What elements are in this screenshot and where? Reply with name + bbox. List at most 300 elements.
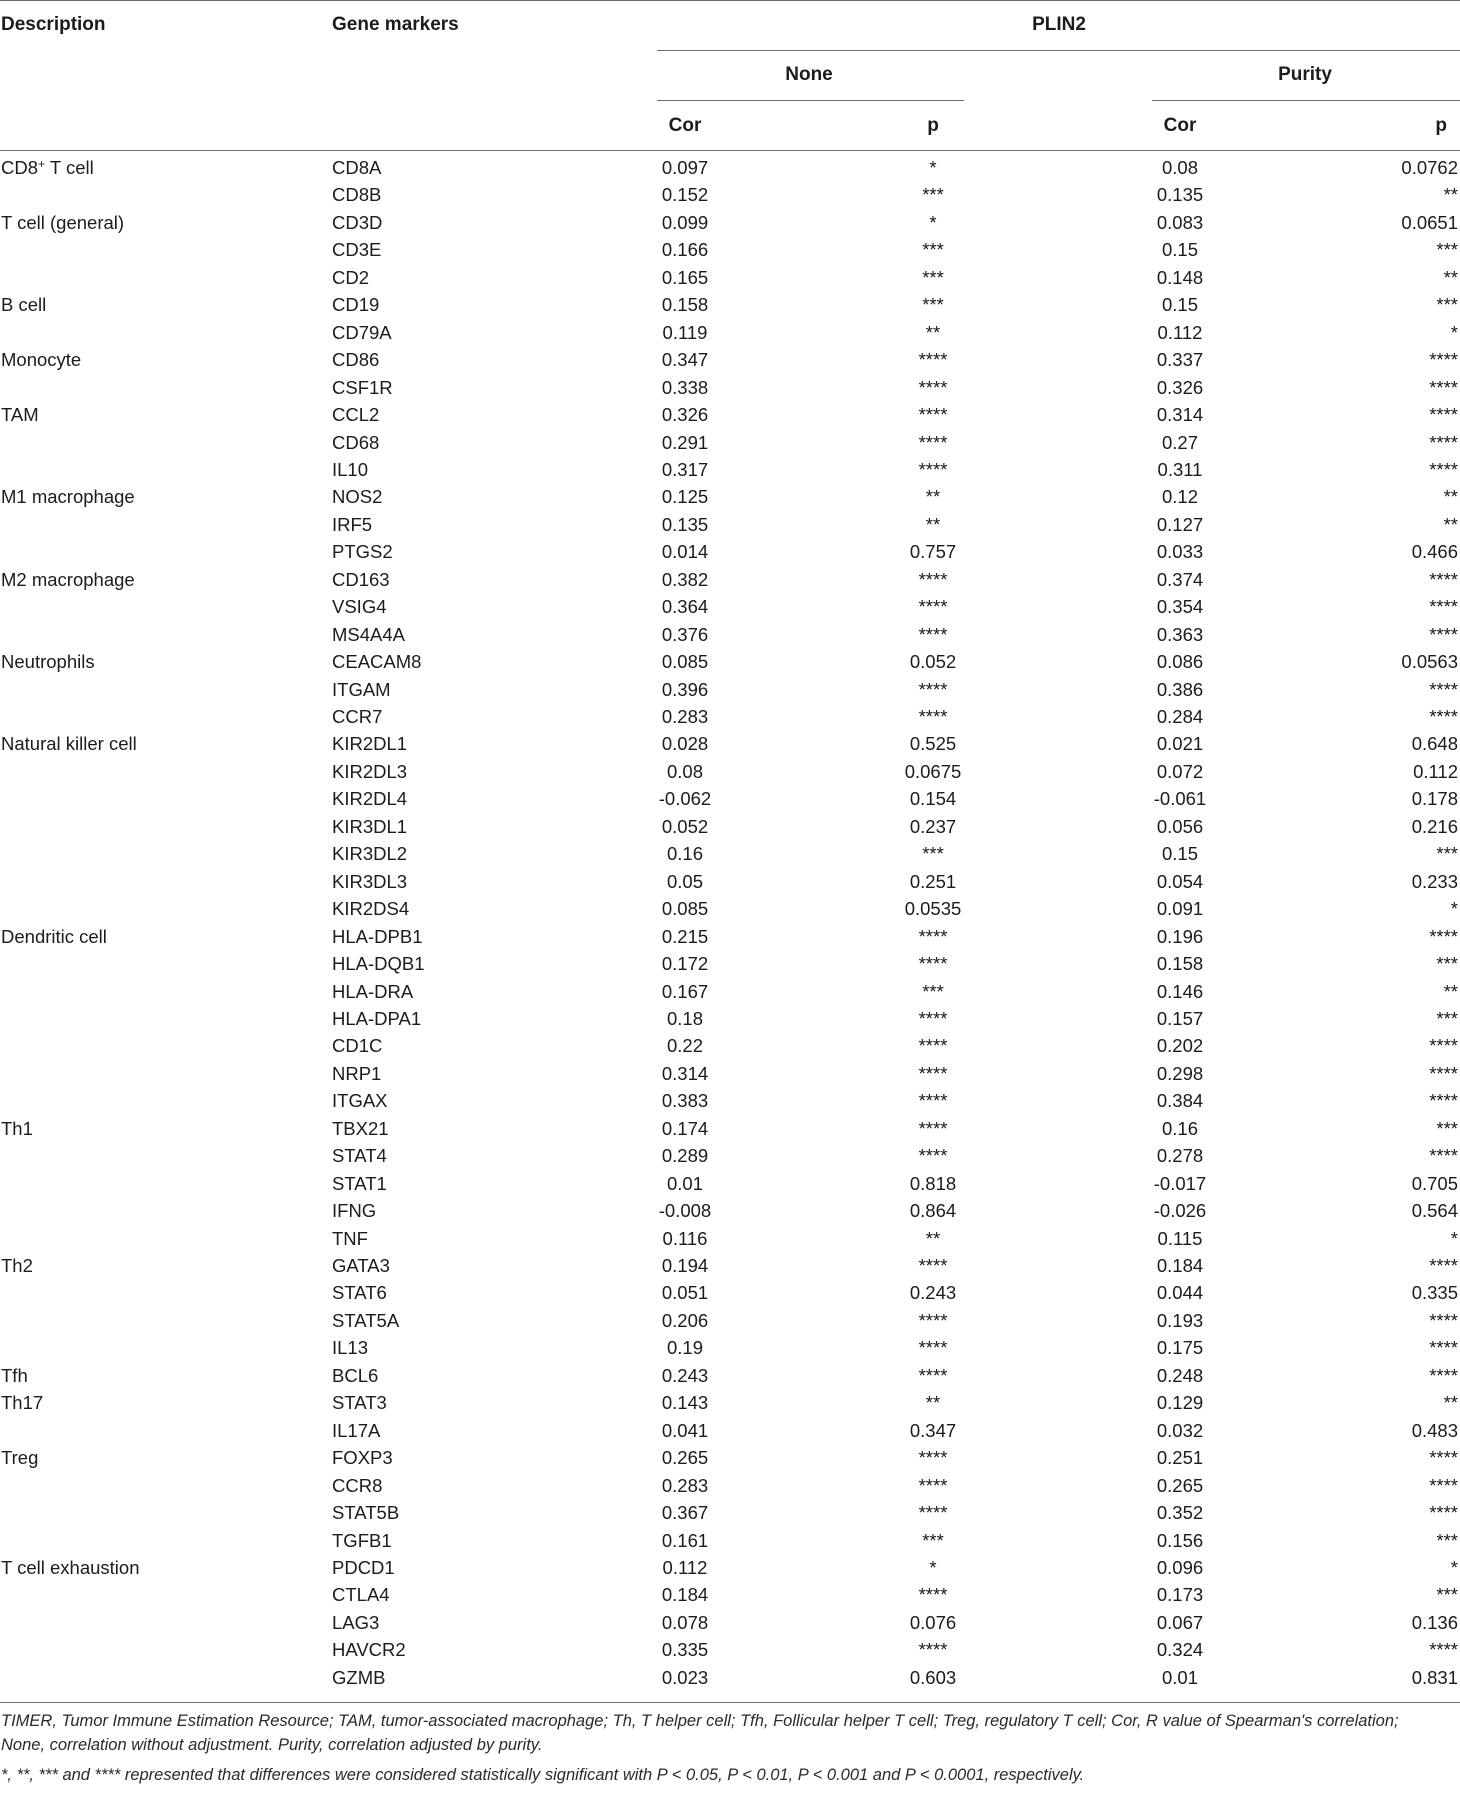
table-row (0, 539, 1460, 566)
cell-gene-marker: TNF (332, 1227, 368, 1249)
cell-none-p: **** (918, 1447, 948, 1469)
table-row (0, 979, 1460, 1006)
cell-purity-cor: 0.032 (1156, 1419, 1204, 1441)
none-underline (657, 100, 964, 101)
cell-gene-marker: HAVCR2 (332, 1639, 406, 1661)
cell-none-cor: 0.135 (661, 513, 709, 535)
cell-none-p: * (929, 157, 937, 178)
cell-purity-p: 0.112 (1413, 760, 1458, 782)
cell-none-p: *** (922, 266, 944, 288)
cell-gene-marker: BCL6 (332, 1364, 379, 1386)
cell-none-p: ** (925, 1227, 941, 1249)
cell-purity-p: 0.0651 (1401, 211, 1458, 233)
description-text-rest: T cell (45, 157, 94, 178)
table-row (0, 1665, 1460, 1692)
cell-purity-p: * (1450, 321, 1458, 343)
cell-none-p: **** (918, 349, 948, 371)
cell-none-p: **** (918, 1502, 948, 1524)
table-row (0, 951, 1460, 978)
cell-purity-cor: 0.15 (1161, 843, 1199, 865)
cell-gene-marker: CTLA4 (332, 1584, 390, 1606)
cell-purity-p: **** (1429, 1364, 1458, 1386)
cell-description: M2 macrophage (1, 568, 135, 590)
cell-none-cor: 0.119 (662, 321, 708, 343)
cell-purity-cor: 0.27 (1161, 431, 1199, 453)
cell-gene-marker: CD86 (332, 349, 380, 371)
cell-purity-p: *** (1436, 1117, 1458, 1139)
table-row (0, 430, 1460, 457)
cell-none-p: 0.757 (909, 541, 957, 563)
cell-purity-cor: 0.135 (1156, 184, 1204, 206)
table-row (0, 265, 1460, 292)
cell-purity-cor: 0.384 (1156, 1090, 1204, 1112)
table-row (0, 869, 1460, 896)
cell-gene-marker: KIR2DS4 (332, 898, 410, 920)
header-purity-p: p (1435, 115, 1447, 136)
cell-none-p: ** (925, 321, 941, 343)
table-row (0, 731, 1460, 758)
table-row (0, 375, 1460, 402)
cell-none-cor: 0.396 (661, 678, 709, 700)
cell-gene-marker: NRP1 (332, 1062, 382, 1084)
cell-gene-marker: CD163 (332, 568, 390, 590)
cell-description: Natural killer cell (1, 733, 137, 755)
cell-purity-cor: 0.173 (1156, 1584, 1204, 1606)
cell-none-cor: 0.382 (661, 568, 709, 590)
cell-gene-marker: KIR2DL1 (332, 733, 408, 755)
cell-purity-cor: 0.248 (1156, 1364, 1204, 1386)
cell-none-p: *** (922, 1529, 944, 1551)
cell-purity-cor: -0.061 (1153, 788, 1207, 810)
cell-gene-marker: CCR8 (332, 1474, 383, 1496)
cell-purity-p: *** (1436, 953, 1458, 975)
cell-purity-cor: 0.091 (1156, 898, 1204, 920)
table-row (0, 1226, 1460, 1253)
cell-description: TAM (1, 404, 39, 426)
cell-purity-cor: 0.067 (1156, 1611, 1204, 1633)
table-row (0, 1088, 1460, 1115)
cell-none-cor: 0.085 (661, 898, 709, 920)
cell-purity-p: **** (1429, 925, 1458, 947)
cell-none-cor: 0.172 (661, 953, 709, 975)
cell-gene-marker: KIR3DL3 (332, 870, 408, 892)
cell-gene-marker: IRF5 (332, 513, 373, 535)
cell-purity-p: 0.648 (1411, 733, 1458, 755)
cell-none-p: *** (922, 239, 944, 261)
cell-none-p: 0.0535 (904, 898, 962, 920)
cell-purity-p: **** (1429, 1255, 1458, 1276)
table-row (0, 1445, 1460, 1472)
cell-purity-cor: 0.324 (1156, 1639, 1204, 1661)
body-bottom-rule (0, 1702, 1460, 1703)
cell-gene-marker: KIR2DL3 (332, 760, 408, 782)
cell-none-cor: 0.116 (662, 1227, 708, 1249)
cell-none-p: **** (918, 1364, 948, 1386)
cell-none-cor: 0.18 (666, 1007, 704, 1029)
cell-gene-marker: PDCD1 (332, 1556, 395, 1578)
cell-none-p: 0.818 (909, 1172, 957, 1194)
cell-none-p: *** (922, 184, 944, 206)
header-none: None (785, 64, 833, 85)
table-row (0, 677, 1460, 704)
cell-purity-p: ** (1443, 513, 1458, 535)
table-row (0, 1308, 1460, 1335)
cell-purity-p: 0.136 (1411, 1611, 1458, 1633)
cell-purity-cor: 0.16 (1161, 1117, 1199, 1139)
table-row (0, 320, 1460, 347)
table-row (0, 1610, 1460, 1637)
cell-none-cor: 0.194 (661, 1255, 709, 1276)
cell-purity-p: ** (1443, 184, 1458, 206)
cell-purity-p: ** (1443, 980, 1458, 1002)
cell-purity-p: **** (1429, 1309, 1458, 1331)
cell-description: Th2 (1, 1255, 33, 1276)
cell-purity-p: 0.335 (1411, 1282, 1458, 1304)
cell-none-p: **** (918, 1117, 948, 1139)
plin2-underline (657, 50, 1460, 51)
cell-gene-marker: IL17A (332, 1419, 381, 1441)
cell-description: Monocyte (1, 349, 82, 371)
cell-none-cor: 0.161 (661, 1529, 709, 1551)
cell-gene-marker: FOXP3 (332, 1447, 393, 1469)
cell-none-cor: 0.16 (666, 843, 704, 865)
cell-none-p: **** (918, 678, 948, 700)
cell-none-cor: -0.008 (658, 1200, 712, 1222)
cell-purity-cor: 0.374 (1156, 568, 1204, 590)
cell-none-cor: 0.291 (661, 431, 709, 453)
table-row (0, 1582, 1460, 1609)
description-text: CD8 (1, 157, 39, 178)
footnote-abbreviations: TIMER, Tumor Immune Estimation Resource; TAM, tumor-associated macrophage; Th, T helper cell; Tfh, Follicular helper T cell; Treg, regulatory T cell; Cor, R value of Spearman's correlation; None, correlation without adjustment. Purity, correlation adjusted by purity. (1, 1712, 1399, 1754)
cell-purity-cor: 0.148 (1156, 266, 1204, 288)
table-row (0, 237, 1460, 264)
cell-purity-cor: 0.056 (1156, 815, 1204, 837)
cell-none-cor: 0.052 (661, 815, 709, 837)
cell-none-cor: 0.289 (661, 1145, 709, 1167)
cell-gene-marker: CD8A (332, 157, 382, 178)
cell-purity-p: *** (1436, 1007, 1458, 1029)
cell-gene-marker: ITGAX (332, 1090, 388, 1112)
cell-none-cor: 0.283 (661, 1474, 709, 1496)
cell-purity-cor: 0.12 (1161, 486, 1199, 508)
cell-purity-p: 0.831 (1411, 1666, 1458, 1688)
cell-purity-cor: 0.354 (1156, 596, 1204, 618)
cell-none-p: 0.603 (909, 1666, 957, 1688)
cell-gene-marker: CD79A (332, 321, 392, 343)
table-row (0, 1253, 1460, 1280)
cell-purity-cor: 0.072 (1156, 760, 1204, 782)
cell-purity-p: 0.705 (1411, 1172, 1458, 1194)
cell-gene-marker: LAG3 (332, 1611, 380, 1633)
cell-purity-p: **** (1429, 376, 1458, 398)
cell-none-cor: 0.206 (661, 1309, 709, 1331)
cell-none-cor: 0.152 (661, 184, 709, 206)
cell-none-p: **** (918, 1337, 948, 1359)
cell-purity-p: *** (1436, 1529, 1458, 1551)
cell-gene-marker: CSF1R (332, 376, 393, 398)
cell-none-p: **** (918, 1035, 948, 1057)
cell-purity-p: **** (1429, 678, 1458, 700)
table-row (0, 1116, 1460, 1143)
table-row (0, 704, 1460, 731)
table-row (0, 814, 1460, 841)
cell-gene-marker: HLA-DPB1 (332, 925, 423, 947)
cell-none-cor: -0.062 (658, 788, 712, 810)
cell-none-p: **** (918, 1309, 948, 1331)
table-row (0, 594, 1460, 621)
cell-purity-p: 0.483 (1411, 1419, 1458, 1441)
cell-none-cor: 0.014 (661, 541, 709, 563)
cell-description (1, 157, 94, 179)
cell-none-cor: 0.184 (661, 1584, 709, 1606)
cell-none-cor: 0.265 (661, 1447, 709, 1469)
table-row (0, 1061, 1460, 1088)
cell-none-p: *** (922, 294, 944, 316)
cell-none-p: 0.154 (909, 788, 957, 810)
cell-purity-cor: 0.337 (1156, 349, 1204, 371)
cell-purity-cor: 0.054 (1156, 870, 1204, 892)
cell-purity-p: **** (1429, 1035, 1458, 1057)
cell-gene-marker: STAT5B (332, 1502, 400, 1524)
table-row (0, 1528, 1460, 1555)
cell-none-p: **** (918, 1145, 948, 1167)
cell-none-p: 0.076 (909, 1611, 957, 1633)
table-row (0, 1473, 1460, 1500)
cell-none-p: **** (918, 1255, 948, 1276)
cell-none-cor: 0.167 (661, 980, 709, 1002)
cell-none-p: 0.251 (909, 870, 957, 892)
cell-description: Tfh (1, 1364, 28, 1386)
cell-none-p: **** (918, 568, 948, 590)
cell-gene-marker: STAT4 (332, 1145, 387, 1167)
cell-gene-marker: KIR3DL1 (332, 815, 408, 837)
cell-none-cor: 0.215 (661, 925, 709, 947)
cell-none-cor: 0.22 (666, 1035, 704, 1057)
cell-purity-cor: 0.15 (1161, 294, 1199, 316)
cell-purity-cor: 0.184 (1156, 1255, 1204, 1276)
table-row (0, 457, 1460, 484)
cell-gene-marker: STAT3 (332, 1392, 387, 1414)
cell-purity-cor: 0.15 (1161, 239, 1199, 261)
cell-purity-p: **** (1429, 1447, 1458, 1469)
table-row (0, 1143, 1460, 1170)
header-description: Description (1, 14, 106, 35)
table-row (0, 512, 1460, 539)
cell-purity-cor: 0.146 (1156, 980, 1204, 1002)
cell-gene-marker: STAT5A (332, 1309, 400, 1331)
cell-none-cor: 0.314 (661, 1062, 709, 1084)
cell-none-cor: 0.01 (666, 1172, 704, 1194)
cell-purity-p: **** (1429, 404, 1458, 426)
cell-description: Dendritic cell (1, 925, 107, 947)
table-row (0, 1006, 1460, 1033)
cell-none-p: **** (918, 404, 948, 426)
cell-none-cor: 0.078 (661, 1611, 709, 1633)
table-row (0, 484, 1460, 511)
cell-purity-cor: 0.01 (1161, 1666, 1199, 1688)
cell-purity-p: 0.0563 (1401, 651, 1458, 673)
cell-none-p: **** (918, 1639, 948, 1661)
top-rule (0, 0, 1460, 1)
cell-purity-p: **** (1429, 596, 1458, 618)
table-row (0, 841, 1460, 868)
cell-none-cor: 0.041 (661, 1419, 709, 1441)
cell-none-cor: 0.08 (666, 760, 704, 782)
cell-gene-marker: KIR2DL4 (332, 788, 408, 810)
cell-description: M1 macrophage (1, 486, 135, 508)
cell-none-p: **** (918, 1090, 948, 1112)
cell-gene-marker: STAT6 (332, 1282, 387, 1304)
superscript-plus: + (38, 157, 46, 171)
cell-none-cor: 0.174 (661, 1117, 709, 1139)
cell-none-cor: 0.166 (661, 239, 709, 261)
cell-purity-cor: 0.326 (1156, 376, 1204, 398)
cell-purity-p: *** (1436, 843, 1458, 865)
cell-none-p: **** (918, 1474, 948, 1496)
cell-gene-marker: HLA-DQB1 (332, 953, 425, 975)
cell-none-p: 0.0675 (904, 760, 962, 782)
cell-none-cor: 0.19 (666, 1337, 704, 1359)
cell-gene-marker: CD2 (332, 266, 370, 288)
cell-none-cor: 0.112 (662, 1556, 708, 1578)
cell-none-p: **** (918, 431, 948, 453)
cell-purity-p: *** (1436, 294, 1458, 316)
cell-none-p: **** (918, 623, 948, 645)
cell-purity-p: 0.233 (1411, 870, 1458, 892)
cell-none-cor: 0.383 (661, 1090, 709, 1112)
cell-gene-marker: CD3E (332, 239, 382, 261)
cell-purity-p: 0.0762 (1401, 157, 1458, 178)
cell-purity-cor: 0.311 (1157, 458, 1203, 480)
cell-purity-cor: 0.202 (1156, 1035, 1204, 1057)
cell-none-p: **** (918, 376, 948, 398)
table-row (0, 649, 1460, 676)
table-row (0, 210, 1460, 237)
cell-gene-marker: CCR7 (332, 706, 383, 727)
cell-none-p: * (929, 211, 937, 233)
table-row (0, 347, 1460, 374)
cell-purity-cor: 0.044 (1156, 1282, 1204, 1304)
cell-purity-cor: 0.284 (1156, 706, 1204, 727)
cell-none-p: *** (922, 843, 944, 865)
cell-none-cor: 0.243 (661, 1364, 709, 1386)
cell-purity-p: **** (1429, 458, 1458, 480)
cell-purity-p: *** (1436, 1584, 1458, 1606)
purity-underline (1152, 100, 1460, 101)
cell-purity-p: **** (1429, 431, 1458, 453)
cell-none-cor: 0.125 (661, 486, 709, 508)
cell-none-p: 0.347 (909, 1419, 957, 1441)
cell-none-cor: 0.317 (661, 458, 709, 480)
cell-gene-marker: VSIG4 (332, 596, 387, 618)
cell-gene-marker: STAT1 (332, 1172, 387, 1194)
cell-gene-marker: CD1C (332, 1035, 383, 1057)
cell-gene-marker: PTGS2 (332, 541, 393, 563)
header-bottom-rule (0, 150, 1460, 151)
cell-purity-p: **** (1429, 1062, 1458, 1084)
cell-gene-marker: CEACAM8 (332, 651, 422, 673)
cell-none-cor: 0.347 (661, 349, 709, 371)
cell-purity-p: **** (1429, 1090, 1458, 1112)
cell-purity-cor: 0.251 (1156, 1447, 1204, 1469)
cell-none-p: ** (925, 486, 941, 508)
cell-purity-p: 0.216 (1411, 815, 1458, 837)
cell-purity-cor: 0.193 (1156, 1309, 1204, 1331)
cell-purity-cor: 0.115 (1157, 1227, 1203, 1249)
cell-none-cor: 0.099 (661, 211, 709, 233)
cell-purity-cor: 0.265 (1156, 1474, 1204, 1496)
cell-purity-cor: 0.298 (1156, 1062, 1204, 1084)
cell-description: T cell exhaustion (1, 1556, 140, 1578)
cell-purity-cor: 0.083 (1156, 211, 1204, 233)
cell-gene-marker: MS4A4A (332, 623, 406, 645)
cell-purity-cor: 0.096 (1156, 1556, 1204, 1578)
cell-gene-marker: CD68 (332, 431, 380, 453)
cell-purity-p: * (1450, 1556, 1458, 1578)
table-row (0, 182, 1460, 209)
cell-gene-marker: HLA-DRA (332, 980, 414, 1002)
cell-purity-p: **** (1429, 706, 1458, 727)
cell-none-p: **** (918, 596, 948, 618)
cell-purity-p: **** (1429, 349, 1458, 371)
cell-none-cor: 0.165 (661, 266, 709, 288)
cell-none-cor: 0.051 (661, 1282, 709, 1304)
cell-none-p: 0.243 (909, 1282, 957, 1304)
cell-purity-p: 0.466 (1411, 541, 1458, 563)
table-row (0, 1555, 1460, 1582)
header-purity-cor: Cor (1163, 115, 1197, 136)
cell-none-p: 0.525 (909, 733, 957, 755)
header-none-p: p (927, 115, 939, 136)
cell-none-cor: 0.023 (661, 1666, 709, 1688)
cell-gene-marker: NOS2 (332, 486, 383, 508)
cell-gene-marker: HLA-DPA1 (332, 1007, 422, 1029)
table-row (0, 1500, 1460, 1527)
cell-purity-cor: 0.363 (1156, 623, 1204, 645)
cell-gene-marker: IL13 (332, 1337, 369, 1359)
cell-purity-cor: 0.175 (1156, 1337, 1204, 1359)
cell-none-cor: 0.335 (661, 1639, 709, 1661)
cell-purity-cor: 0.158 (1156, 953, 1204, 975)
table-row (0, 567, 1460, 594)
cell-none-p: *** (922, 980, 944, 1002)
cell-purity-p: ** (1443, 486, 1458, 508)
cell-none-cor: 0.364 (661, 596, 709, 618)
cell-gene-marker: GZMB (332, 1666, 386, 1688)
cell-gene-marker: CD8B (332, 184, 382, 206)
cell-none-cor: 0.143 (661, 1392, 709, 1414)
cell-description: T cell (general) (1, 211, 125, 233)
cell-none-p: ** (925, 1392, 941, 1414)
cell-gene-marker: CD19 (332, 294, 380, 316)
cell-none-p: * (929, 1556, 937, 1578)
cell-gene-marker: IFNG (332, 1200, 377, 1222)
cell-gene-marker: KIR3DL2 (332, 843, 408, 865)
table-row (0, 1198, 1460, 1225)
cell-description: Th1 (1, 1117, 33, 1139)
table-row (0, 292, 1460, 319)
cell-gene-marker: GATA3 (332, 1255, 390, 1276)
cell-purity-p: **** (1429, 1145, 1458, 1167)
cell-purity-p: * (1450, 898, 1458, 920)
cell-purity-p: **** (1429, 1502, 1458, 1524)
table-row (0, 155, 1460, 182)
header-purity: Purity (1278, 64, 1332, 85)
table-row (0, 402, 1460, 429)
cell-none-cor: 0.283 (661, 706, 709, 727)
cell-description: Treg (1, 1447, 39, 1469)
cell-none-p: **** (918, 1007, 948, 1029)
